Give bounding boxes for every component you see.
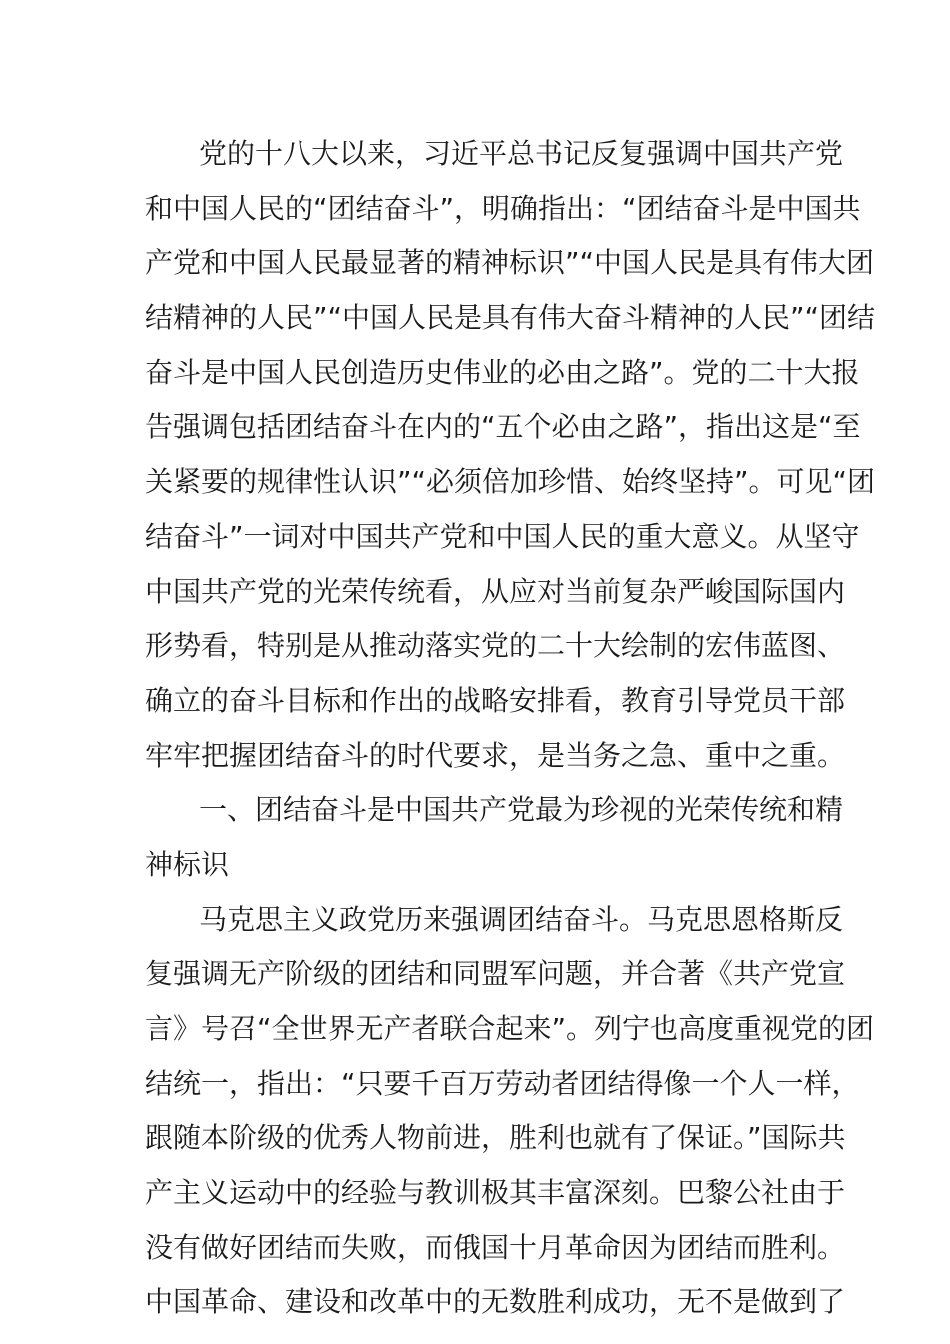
paragraph-1-line-12: 牢牢把握团结奋斗的时代要求，是当务之急、重中之重。 (145, 738, 846, 772)
paragraph-2-line-7: 没有做好团结而失败，而俄国十月革命因为团结而胜利。 (145, 1230, 846, 1264)
paragraph-1-line-6: 告强调包括团结奋斗在内的“五个必由之路”，指出这是“至 (145, 410, 861, 444)
paragraph-1-line-10: 形势看，特别是从推动落实党的二十大绘制的宏伟蓝图、 (145, 629, 846, 663)
paragraph-1-line-3: 产党和中国人民最显著的精神标识”“中国人民是具有伟大团 (145, 246, 875, 280)
paragraph-1-line-4: 结精神的人民”“中国人民是具有伟大奋斗精神的人民”“团结 (145, 301, 876, 335)
document-body (145, 127, 876, 1330)
paragraph-2-line-6: 产主义运动中的经验与教训极其丰富深刻。巴黎公社由于 (145, 1176, 846, 1210)
section-heading-line-2: 神标识 (145, 847, 230, 881)
paragraph-1-line-5: 奋斗是中国人民创造历史伟业的必由之路”。党的二十大报 (145, 355, 860, 389)
paragraph-1-line-8: 结奋斗”一词对中国共产党和中国人民的重大意义。从坚守 (145, 519, 860, 553)
paragraph-2-line-8: 中国革命、建设和改革中的无数胜利成功，无不是做到了 (145, 1285, 846, 1319)
paragraph-2-line-4: 结统一，指出：“只要千百万劳动者团结得像一个人一样， (145, 1066, 860, 1100)
paragraph-2-line-1: 马克思主义政党历来强调团结奋斗。马克思恩格斯反 (199, 902, 844, 936)
paragraph-2-line-3: 言》号召“全世界无产者联合起来”。列宁也高度重视党的团 (145, 1012, 875, 1045)
section-heading-line-1: 一、团结奋斗是中国共产党最为珍视的光荣传统和精 (199, 793, 844, 827)
paragraph-2-line-2: 复强调无产阶级的团结和同盟军问题，并合著《共产党宣 (145, 957, 846, 991)
paragraph-1-line-1: 党的十八大以来，习近平总书记反复强调中国共产党 (199, 137, 844, 170)
paragraph-1-line-9: 中国共产党的光荣传统看，从应对当前复杂严峻国际国内 (145, 574, 846, 608)
paragraph-1-line-11: 确立的奋斗目标和作出的战略安排看，教育引导党员干部 (145, 683, 846, 717)
paragraph-1-line-7: 关紧要的规律性认识”“必须倍加珍惜、始终坚持”。可见“团 (145, 465, 876, 499)
paragraph-2-line-5: 跟随本阶级的优秀人物前进，胜利也就有了保证。”国际共 (145, 1121, 846, 1155)
paragraph-1-line-2: 和中国人民的“团结奋斗”，明确指出：“团结奋斗是中国共 (145, 191, 861, 225)
